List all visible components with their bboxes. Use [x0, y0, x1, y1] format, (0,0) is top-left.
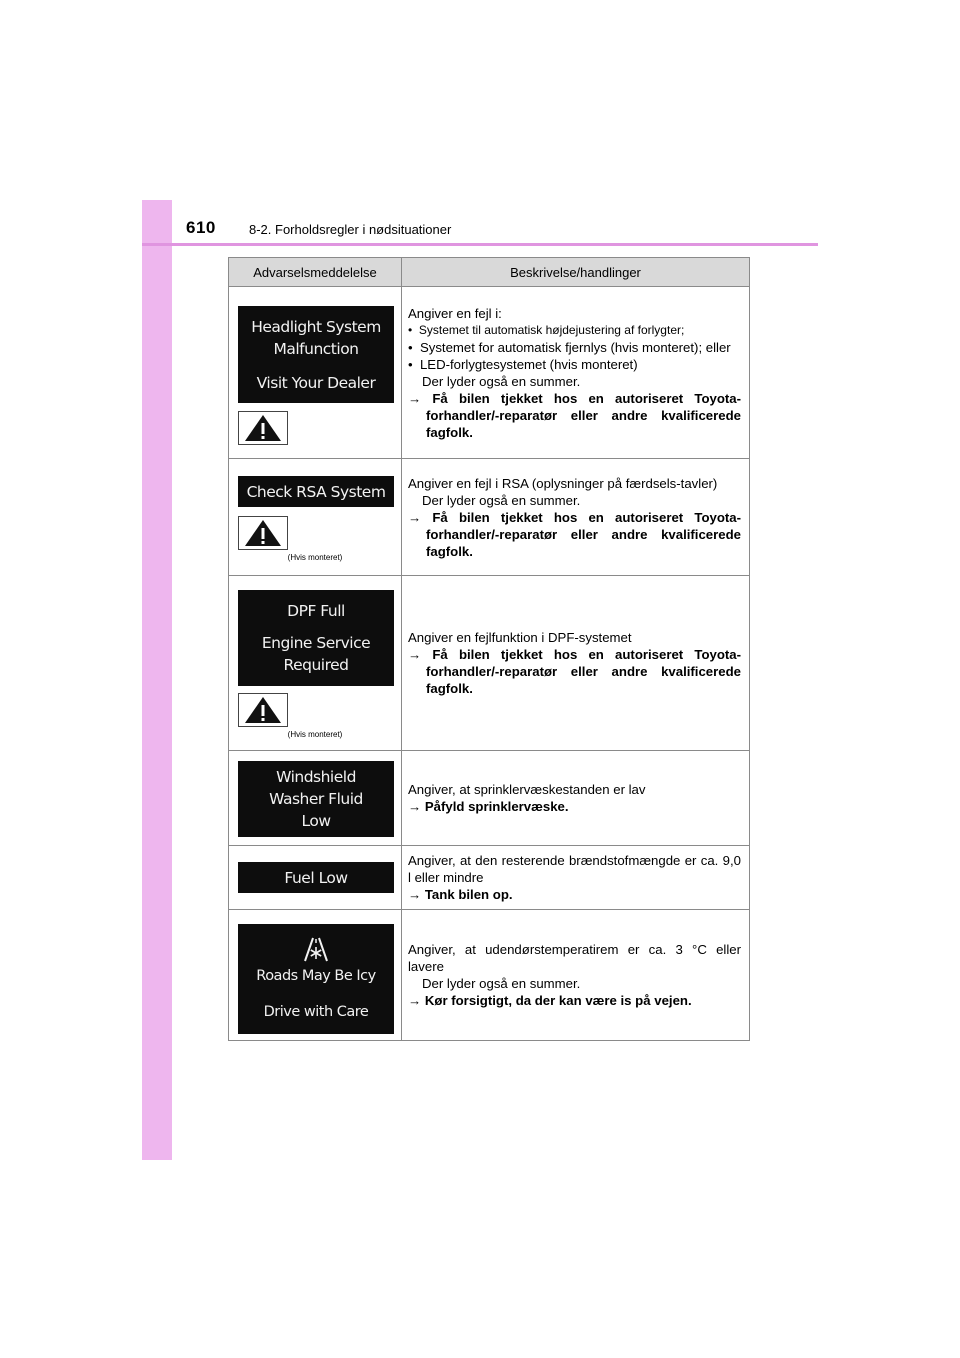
description-extra: Der lyder også en summer.	[422, 976, 581, 991]
description-intro: Angiver en fejlfunktion i DPF-systemet	[408, 630, 632, 645]
action-text: Tank bilen op.	[424, 887, 513, 902]
screen-line: Low	[301, 812, 331, 830]
arrow-icon: →	[408, 799, 422, 814]
description-cell	[402, 846, 750, 910]
display-headlight-system	[238, 306, 394, 403]
action-instruction	[408, 886, 741, 903]
table-row	[229, 910, 750, 1041]
action-instruction	[408, 509, 741, 560]
table-header-row	[229, 258, 750, 287]
action-text: Få bilen tjekket hos en autoriseret Toyota-forhandler/-reparatør eller andre kvalificerede fagfolk.	[426, 509, 742, 559]
description-extra: Der lyder også en summer.	[422, 492, 581, 508]
warning-cell	[229, 287, 402, 459]
action-text: Få bilen tjekket hos en autoriseret Toyota-forhandler/-reparatør eller andre kvalificerede fagfolk.	[426, 647, 742, 696]
description-cell	[402, 751, 750, 846]
action-instruction	[408, 390, 741, 441]
arrow-icon: →	[408, 993, 422, 1008]
action-text: Få bilen tjekket hos en autoriseret Toyota-forhandler/-reparatør eller andre kvalificerede fagfolk.	[426, 390, 742, 440]
description-intro: Angiver en fejl i:	[408, 305, 502, 321]
screen-line: Visit Your Dealer	[256, 373, 376, 392]
description-cell	[402, 459, 750, 576]
screen-line: Roads May Be Icy	[256, 968, 376, 984]
section-sidebar-tab	[142, 200, 172, 1160]
screen-line: Headlight System	[251, 317, 381, 336]
arrow-icon: →	[408, 390, 422, 406]
arrow-icon: →	[408, 647, 422, 662]
description-cell	[402, 910, 750, 1041]
action-text: Kør forsigtigt, da der kan være is på vejen.	[424, 993, 692, 1008]
display-icy-roads	[238, 924, 394, 1034]
action-instruction	[408, 798, 741, 815]
screen-line: DPF Full	[287, 602, 345, 620]
action-text: Påfyld sprinklervæske.	[424, 799, 569, 814]
description-extra: Der lyder også en summer.	[422, 373, 581, 389]
screen-line: Check RSA System	[246, 482, 386, 501]
table-row	[229, 459, 750, 576]
bullet-item	[408, 322, 741, 339]
table-row	[229, 751, 750, 846]
table-row	[229, 846, 750, 910]
bullet-symbol: •	[408, 356, 413, 372]
warning-triangle-icon	[238, 411, 288, 445]
header-rule	[142, 243, 818, 246]
warning-cell	[229, 459, 402, 576]
ice-road-icon	[238, 935, 394, 965]
screen-line: Malfunction	[273, 339, 359, 358]
warning-cell	[229, 751, 402, 846]
screen-line: Drive with Care	[263, 1004, 369, 1020]
screen-line	[238, 622, 394, 632]
screen-line: Washer Fluid	[269, 790, 363, 808]
screen-line: Fuel Low	[284, 868, 348, 887]
action-instruction	[408, 992, 741, 1009]
description-intro: Angiver en fejl i RSA (oplysninger på færdsels-tavler)	[408, 475, 718, 491]
display-washer-fluid	[238, 761, 394, 837]
description-intro: Angiver, at udendørstemperatirem er ca. 3 °C eller lavere	[408, 942, 741, 974]
warning-cell	[229, 846, 402, 910]
arrow-icon: →	[408, 887, 422, 902]
screen-line: Required	[283, 656, 349, 674]
section-title: 8-2. Forholdsregler i nødsituationer	[249, 222, 452, 237]
warning-cell	[229, 576, 402, 751]
screen-line	[238, 360, 394, 372]
warning-triangle-icon	[238, 693, 288, 727]
description-intro: Angiver, at den resterende brændstofmængde er ca. 9,0 l eller mindre	[408, 853, 741, 885]
bullet-item	[408, 339, 741, 356]
bullet-symbol: •	[408, 322, 413, 337]
bullet-symbol: •	[408, 339, 413, 355]
display-check-rsa	[238, 476, 394, 507]
screen-line: Engine Service	[261, 634, 371, 652]
display-dpf-full	[238, 590, 394, 686]
description-intro: Angiver, at sprinklervæskestanden er lav	[408, 782, 646, 797]
screen-line: Windshield	[276, 768, 356, 786]
bullet-text: Systemet til automatisk højdejustering af forlygter;	[418, 322, 685, 337]
warning-messages-table	[228, 257, 750, 1041]
bullet-text: Systemet for automatisk fjernlys (hvis monteret); eller	[419, 339, 731, 355]
description-cell	[402, 287, 750, 459]
bullet-item	[408, 356, 741, 373]
description-cell	[402, 576, 750, 751]
fitted-note: (Hvis monteret)	[287, 553, 343, 562]
warning-triangle-icon	[238, 516, 288, 550]
column-header-warning: Advarselsmeddelelse	[229, 258, 402, 287]
action-instruction	[408, 646, 741, 697]
arrow-icon: →	[408, 509, 422, 525]
bullet-text: LED-forlygtesystemet (hvis monteret)	[419, 356, 638, 372]
table-row	[229, 576, 750, 751]
display-fuel-low	[238, 862, 394, 893]
fitted-note: (Hvis monteret)	[287, 730, 343, 739]
warning-cell	[229, 910, 402, 1041]
screen-line	[238, 987, 394, 1001]
page-number: 610	[186, 218, 216, 237]
table-row	[229, 287, 750, 459]
column-header-description: Beskrivelse/handlinger	[402, 258, 750, 287]
